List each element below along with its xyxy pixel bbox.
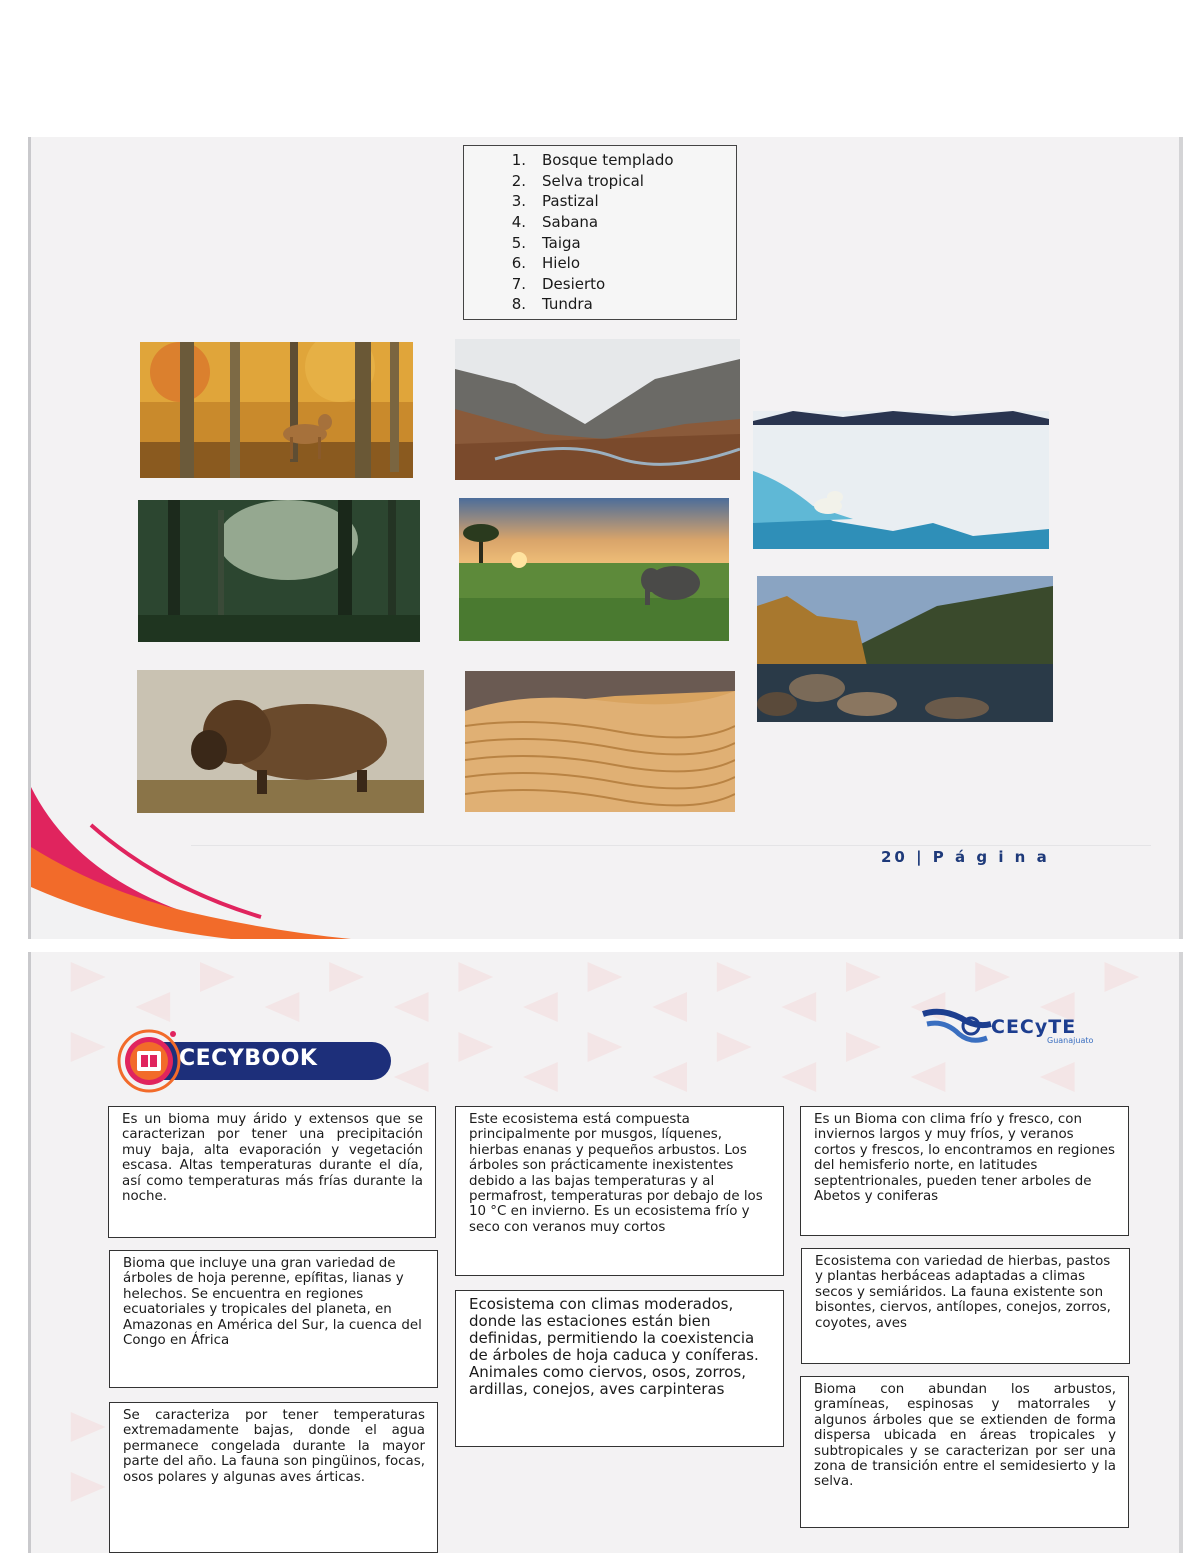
biome-list-item: 8. Tundra bbox=[511, 295, 593, 314]
biome-list-item: 4. Sabana bbox=[511, 213, 599, 232]
description-box: Bioma que incluye una gran variedad de árboles de hoja perenne, epífitas, lianas y helechos. Se encuentra en regiones ecuatoriales y tropicales del planeta, en Amazonas en América del Sur, la cuenca del Congo en África bbox=[109, 1250, 438, 1388]
tundra-valley-photo bbox=[455, 339, 740, 480]
description-box: Este ecosistema está compuesta principalmente por musgos, líquenes, hierbas enanas y pequeños arbustos. Los árboles son prácticamente inexistentes debido a las bajas temperaturas y al permafrost, temperaturas por debajo de los 10 °C en invierno. Es un ecosistema frío y seco con veranos muy cortos bbox=[455, 1106, 784, 1276]
workbook-page-20 bbox=[28, 137, 1183, 939]
desert-dunes-photo bbox=[465, 671, 735, 812]
description-box: Ecosistema con variedad de hierbas, pastos y plantas herbáceas adaptadas a climas secos y semiáridos. La fauna existente son bisontes, ciervos, antílopes, conejos, zorros, coyotes, aves bbox=[801, 1248, 1130, 1364]
biome-list-item: 6. Hielo bbox=[511, 254, 581, 273]
temperate-forest-deer-photo bbox=[140, 342, 413, 478]
polar-ice-bear-photo bbox=[753, 411, 1049, 549]
cecyte-logo-subtitle: Guanajuato bbox=[1047, 1036, 1094, 1045]
decorative-swoosh bbox=[31, 777, 351, 939]
brand-title: CECYBOOK bbox=[179, 1046, 318, 1071]
cecyte-logo-text: CECyTE bbox=[991, 1016, 1077, 1038]
taiga-lake-photo bbox=[757, 576, 1053, 722]
description-box: Es un bioma muy árido y extensos que se caracterizan por tener una precipitación muy baja, alta evaporación y vegetación escasa. Altas temperaturas durante el día, así como temperaturas más frías durante la noche. bbox=[108, 1106, 436, 1238]
description-box: Bioma con abundan los arbustos, gramíneas, espinosas y matorrales y algunos árboles que se extienden de forma dispersa ubicada en áreas tropicales y subtropicales y se caracterizan por ser una zona de transición entre el semidesierto y la selva. bbox=[800, 1376, 1129, 1528]
page-number: 20 | P á g i n a bbox=[881, 848, 1050, 866]
description-box: Ecosistema con climas moderados, donde las estaciones están bien definidas, permitiendo la coexistencia de árboles de hoja caduca y coníferas. Animales como ciervos, osos, zorros, ardillas, conejos, aves carpinteras bbox=[455, 1290, 784, 1447]
book-icon bbox=[137, 1051, 161, 1071]
biome-list-item: 1. Bosque templado bbox=[511, 151, 674, 170]
savanna-elephant-photo bbox=[459, 498, 729, 641]
biome-list-item: 2. Selva tropical bbox=[511, 171, 644, 190]
description-box: Se caracteriza por tener temperaturas extremadamente bajas, donde el agua permanece congelada durante la mayor parte del año. La fauna son pingüinos, focas, osos polares y algunas aves árticas. bbox=[109, 1402, 438, 1553]
biome-list-item: 3. Pastizal bbox=[511, 192, 599, 211]
description-box: Es un Bioma con clima frío y fresco, con inviernos largos y muy fríos, y veranos cortos y frescos, lo encontramos en regiones del hemisferio norte, en latitudes septentrionales, pueden tener arboles de Abetos y coniferas bbox=[800, 1106, 1129, 1236]
biome-list-item: 7. Desierto bbox=[511, 274, 606, 293]
biome-list-item: 5. Taiga bbox=[511, 233, 581, 252]
biome-list-box bbox=[463, 145, 737, 320]
tropical-rainforest-photo bbox=[138, 500, 420, 642]
workbook-page-21 bbox=[28, 952, 1183, 1553]
